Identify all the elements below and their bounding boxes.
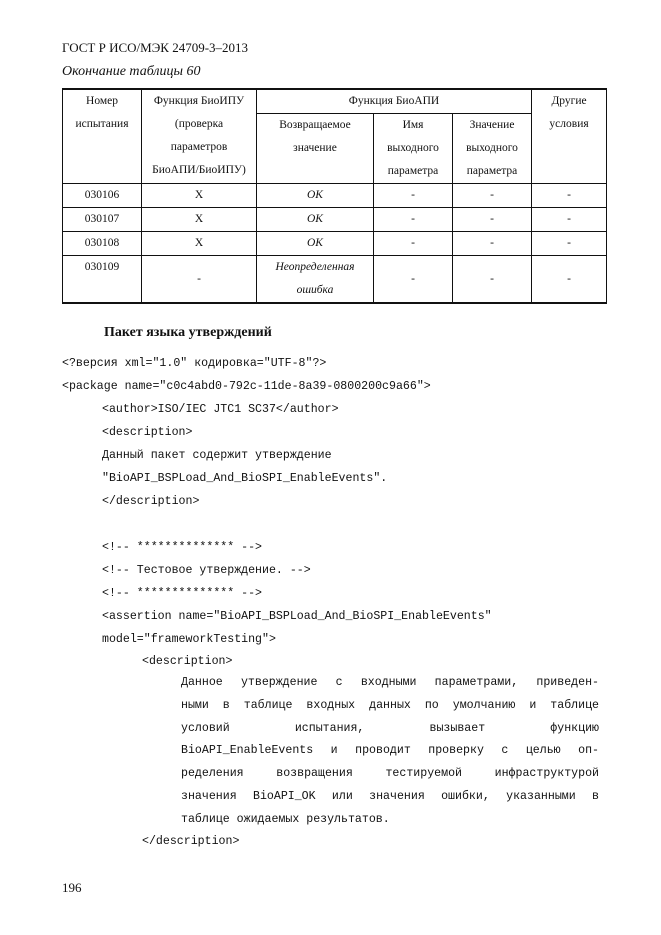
code-line: </description> (102, 495, 200, 508)
code-comment: <!-- ************** --> (102, 587, 263, 600)
code-line: <description> (102, 426, 193, 439)
section-title: Пакет языка утверждений (104, 325, 272, 340)
assertion-description: Данное утверждение с входными параметрами, приведен- ными в таблице входных данных по умолчанию и таблице условий испытания, вызывает функцию BioAPI_EnableEvents и проводит проверку с целью оп- ределения возвращения тестируемой инфраструктурой значения BioAPI_OK или значения ошибки, указанными в таблице ожидаемых результатов. (181, 676, 599, 826)
code-comment: <!-- Тестовое утверждение. --> (102, 564, 311, 577)
code-line: <description> (142, 655, 233, 668)
header-output-param-value: Значение выходного параметра (453, 114, 532, 184)
header-other-conditions: Другие условия (532, 89, 607, 184)
code-line: "BioAPI_BSPLoad_And_BioSPI_EnableEvents". (102, 472, 388, 485)
code-comment: <!-- ************** --> (102, 541, 263, 554)
code-line: </description> (142, 835, 240, 848)
table-row: 030108 X OK - - - (63, 232, 607, 256)
header-return-value: Возвращаемое значение (257, 114, 374, 184)
table-caption: Окончание таблицы 60 (62, 64, 201, 79)
code-line: Данный пакет содержит утверждение (102, 449, 332, 462)
code-line: <author>ISO/IEC JTC1 SC37</author> (102, 403, 339, 416)
code-line: <?версия xml="1.0" кодировка="UTF-8"?> (62, 357, 327, 370)
results-table (62, 88, 607, 304)
header-test-number: Номер испытания (63, 89, 142, 184)
header-output-param-name: Имя выходного параметра (374, 114, 453, 184)
code-line: <package name="c0c4abd0-792c-11de-8a39-0800200c9a66"> (62, 380, 431, 393)
code-line: <assertion name="BioAPI_BSPLoad_And_BioSPI_EnableEvents" (102, 610, 492, 623)
header-bioapi-function: Функция БиоАПИ (257, 89, 532, 114)
table-row: 030107 X OK - - - (63, 208, 607, 232)
table-row: 030109 - Неопределенная ошибка - - - (63, 256, 607, 304)
table-row: 030106 X OK - - - (63, 184, 607, 208)
document-header: ГОСТ Р ИСО/МЭК 24709-3–2013 (62, 40, 249, 55)
header-bioipu-function: Функция БиоИПУ (проверка параметров БиоАПИ/БиоИПУ) (142, 89, 257, 184)
code-line: model="frameworkTesting"> (102, 633, 276, 646)
page-number: 196 (62, 880, 82, 895)
